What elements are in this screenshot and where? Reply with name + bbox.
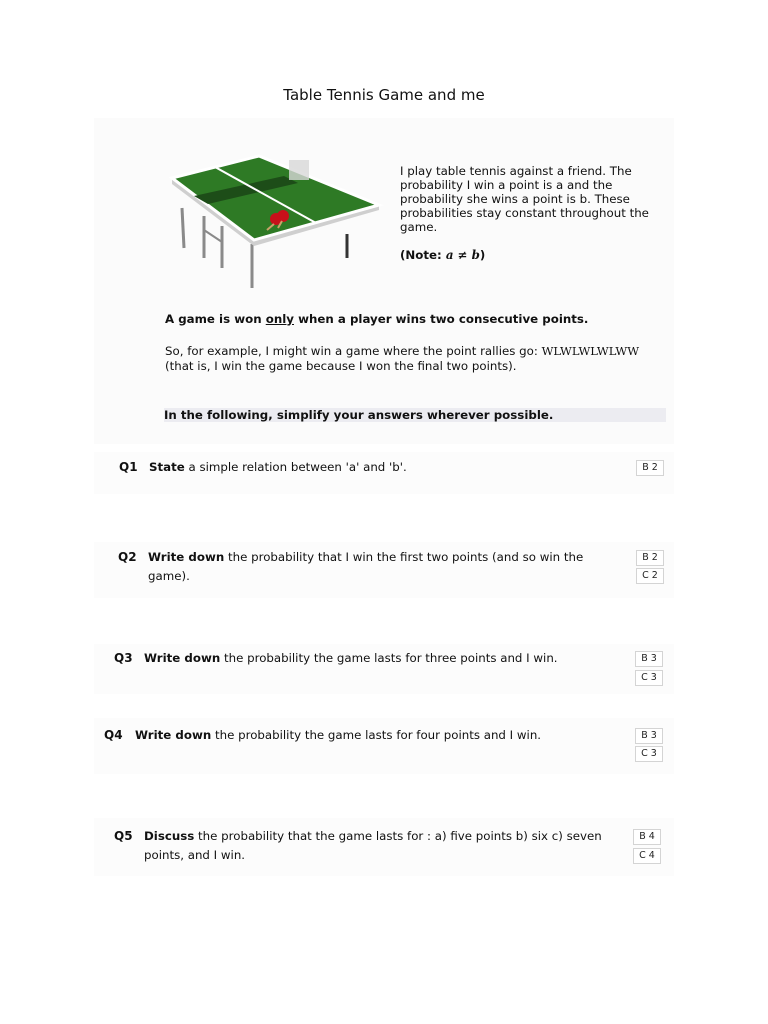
mark-badge: C 2	[636, 568, 664, 584]
question-number: Q2	[118, 550, 137, 564]
question-number: Q1	[119, 460, 138, 474]
question-text: Write down the probability that I win the first two points (and so win the game).	[148, 550, 584, 583]
mark-badge: C 3	[635, 670, 663, 686]
question-number: Q3	[114, 651, 133, 665]
note-text: (Note: a ≠ b)	[400, 248, 486, 262]
note-math: a ≠ b	[445, 248, 480, 262]
question-text: Discuss the probability that the game lasts for : a) five points b) six c) seven points, and I win.	[144, 829, 602, 862]
mark-badge: B 3	[635, 728, 663, 744]
instruction-banner: In the following, simplify your answers wherever possible.	[164, 408, 666, 422]
question-text: State a simple relation between 'a' and 'b'.	[149, 460, 407, 474]
intro-panel	[94, 118, 674, 444]
mark-badge: B 3	[635, 651, 663, 667]
mark-badge: C 3	[635, 746, 663, 762]
mark-badge: C 4	[633, 848, 661, 864]
game-rule: A game is won only when a player wins two consecutive points.	[165, 312, 589, 326]
question-number: Q5	[114, 829, 133, 843]
rule-emphasis: only	[265, 312, 294, 326]
ping-pong-table-illustration	[164, 150, 384, 290]
intro-description: I play table tennis against a friend. The probability I win a point is a and the probability she wins a point is b. These probabilities stay constant throughout the game.	[400, 164, 649, 234]
question-text: Write down the probability the game lasts for four points and I win.	[135, 728, 542, 742]
mark-badge: B 2	[636, 550, 664, 566]
question-text: Write down the probability the game lasts for three points and I win.	[144, 651, 558, 665]
page-title: Table Tennis Game and me	[283, 86, 485, 104]
mark-badge: B 4	[633, 829, 661, 845]
example-sequence: WLWLWLWLWW	[541, 344, 640, 358]
mark-badge: B 2	[636, 460, 664, 476]
question-number: Q4	[104, 728, 123, 742]
example-text: So, for example, I might win a game where the point rallies go: WLWLWLWLWW (that is, I win the game because I won the final two points).	[165, 344, 640, 373]
